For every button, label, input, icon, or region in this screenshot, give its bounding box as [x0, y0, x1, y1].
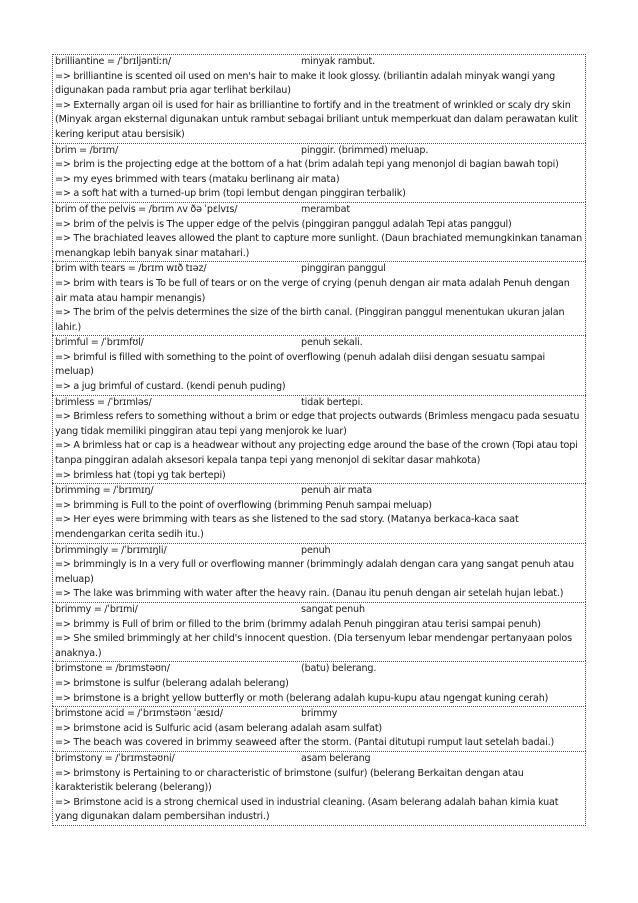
entry-example-line: => brim of the pelvis is The upper edge of the pelvis (pinggiran panggul adalah Tepi atas panggul): [55, 218, 512, 230]
entry-example-line: => A brimless hat or cap is a headwear without any projecting edge around the base of the crown (Topi atau topi tanpa pinggiran adalah aksesori kepala tanpa tepi yang menonjol di sekitar dasar mahkota): [55, 440, 578, 467]
dictionary-document: [52, 54, 586, 826]
entry-example-line: => brimmy is Full of brim or filled to the brim (brimmy adalah Penuh pinggiran atau terisi sampai penuh): [55, 618, 541, 630]
entry-example-line: => brimstone acid is Sulfuric acid (asam belerang adalah asam sulfat): [55, 722, 383, 734]
entry-example-line: => The brim of the pelvis determines the size of the birth canal. (Pinggiran panggul menentukan ukuran jalan lahir.): [55, 307, 565, 333]
entry-term: brimmingly = /ˈbrɪmɪŋli/: [55, 544, 167, 556]
dictionary-entry: [52, 543, 586, 602]
entry-example-line: => brimless hat (topi yg tak bertepi): [55, 469, 226, 481]
entry-meaning: tidak bertepi.: [301, 396, 364, 408]
entry-example-line: => Brimstone acid is a strong chemical used in industrial cleaning. (Asam belerang adalah bahan kimia kuat yang digunakan dalam pembersihan industri.): [55, 796, 559, 823]
entry-example-line: => brim with tears is To be full of tears or on the verge of crying (penuh dengan air mata adalah Penuh dengan air mata atau hampir menangis): [55, 277, 570, 304]
entry-term: brimmy = /ˈbrɪmi/: [55, 603, 138, 615]
dictionary-entry: [52, 706, 586, 751]
entry-term: brimful = /ˈbrɪmfʊl/: [55, 337, 144, 349]
dictionary-entry: [52, 751, 586, 826]
entry-meaning: penuh sekali.: [301, 337, 363, 349]
entry-example-line: => The beach was covered in brimmy seaweed after the storm. (Pantai ditutupi rumput laut setelah badai.): [55, 737, 555, 749]
entry-term: brim with tears = /brɪm wɪð tɪəz/: [55, 263, 207, 275]
entry-meaning: pinggir. (brimmed) meluap.: [301, 144, 429, 156]
entry-headword-line: [55, 752, 583, 767]
entry-example-line: => my eyes brimmed with tears (mataku berlinang air mata): [55, 173, 340, 185]
entry-meaning: penuh: [301, 544, 331, 556]
dictionary-entry: [52, 143, 586, 202]
entry-meaning: asam belerang: [301, 752, 371, 764]
entry-term: brim = /brɪm/: [55, 144, 119, 156]
entry-headword-line: [55, 203, 583, 218]
entry-example-line: => brimming is Full to the point of overflowing (brimming Penuh sampai meluap): [55, 499, 432, 511]
entry-term: brimless = /ˈbrɪmləs/: [55, 396, 152, 408]
entry-example-line: => The brachiated leaves allowed the plant to capture more sunlight. (Daun brachiated memungkinkan tanaman menangkap lebih banyak sinar matahari.): [55, 233, 583, 259]
entry-example-line: => Brimless refers to something without a brim or edge that projects outwards (Brimless mengacu pada sesuatu yang tidak memiliki pinggiran atau tepi yang menjorok ke luar): [55, 411, 580, 437]
entry-headword-line: [55, 336, 583, 351]
entry-term: brimming = /ˈbrɪmɪŋ/: [55, 485, 154, 497]
entry-example-line: => brimmingly is In a very full or overflowing manner (brimmingly adalah dengan cara yang sangat penuh atau meluap): [55, 559, 574, 585]
entry-headword-line: [55, 603, 583, 618]
entry-meaning: merambat: [301, 203, 350, 215]
entry-term: brimstony = /ˈbrɪmstəʊni/: [55, 752, 175, 764]
entry-term: brilliantine = /ˈbrɪljəntiːn/: [55, 56, 172, 67]
entry-meaning: (batu) belerang.: [301, 663, 377, 675]
entry-meaning: pinggiran panggul: [301, 263, 386, 275]
entry-headword-line: [55, 262, 583, 277]
dictionary-entry: [52, 483, 586, 542]
dictionary-entry: [52, 261, 586, 335]
entry-meaning: brimmy: [301, 708, 338, 720]
dictionary-entry: [52, 661, 586, 706]
entry-headword-line: [55, 484, 583, 499]
entry-example-line: => brilliantine is scented oil used on men's hair to make it look glossy. (briliantin adalah minyak wangi yang digunakan pada rambut pria agar terlihat berkilau): [55, 70, 556, 97]
entry-meaning: sangat penuh: [301, 603, 365, 615]
entry-headword-line: [55, 707, 583, 722]
entry-term: brim of the pelvis = /brɪm ʌv ðə ˈpɛlvɪs/: [55, 203, 238, 215]
entry-term: brimstone = /brɪmstəʊn/: [55, 663, 170, 675]
entry-headword-line: [55, 144, 583, 159]
dictionary-entry: [52, 335, 586, 394]
entry-example-line: => brimstone is a bright yellow butterfly or moth (belerang adalah kupu-kupu atau ngengat kuning cerah): [55, 692, 549, 704]
entry-example-line: => Her eyes were brimming with tears as she listened to the sad story. (Matanya berkaca-kaca saat mendengarkan cerita sedih itu.): [55, 514, 519, 540]
entry-headword-line: [55, 544, 583, 559]
dictionary-entry: [52, 602, 586, 661]
entry-headword-line: [55, 55, 583, 70]
entry-meaning: penuh air mata: [301, 485, 372, 497]
entry-headword-line: [55, 662, 583, 677]
entry-term: brimstone acid = /ˈbrɪmstəʊn ˈæsɪd/: [55, 708, 223, 720]
dictionary-entry: [52, 54, 586, 143]
dictionary-entry: [52, 202, 586, 261]
entry-example-line: => a soft hat with a turned-up brim (topi lembut dengan pinggiran terbalik): [55, 188, 406, 200]
entry-meaning: minyak rambut.: [301, 56, 376, 67]
entry-example-line: => brimstone is sulfur (belerang adalah belerang): [55, 677, 289, 689]
entry-example-line: => a jug brimful of custard. (kendi penuh puding): [55, 381, 286, 393]
entry-example-line: => brim is the projecting edge at the bottom of a hat (brim adalah tepi yang menonjol di bagian bawah topi): [55, 159, 559, 171]
entry-example-line: => She smiled brimmingly at her child's innocent question. (Dia tersenyum lebar mendengar pertanyaan polos anaknya.): [55, 633, 573, 659]
entry-example-line: => brimstony is Pertaining to or characteristic of brimstone (sulfur) (belerang Berkaitan dengan atau karakteristik belerang (belerang)): [55, 767, 524, 794]
entry-headword-line: [55, 396, 583, 411]
entry-example-line: => Externally argan oil is used for hair as brilliantine to fortify and in the treatment of wrinkled or scaly dry skin (Minyak argan eksternal digunakan untuk rambut sebagai briliant untuk memperkuat dan dalam perawatan kulit kering keriput atau bersisik): [55, 99, 578, 140]
entry-example-line: => brimful is filled with something to the point of overflowing (penuh adalah diisi dengan sesuatu sampai meluap): [55, 351, 545, 378]
dictionary-entry: [52, 395, 586, 484]
entry-example-line: => The lake was brimming with water after the heavy rain. (Danau itu penuh dengan air setelah hujan lebat.): [55, 588, 564, 600]
